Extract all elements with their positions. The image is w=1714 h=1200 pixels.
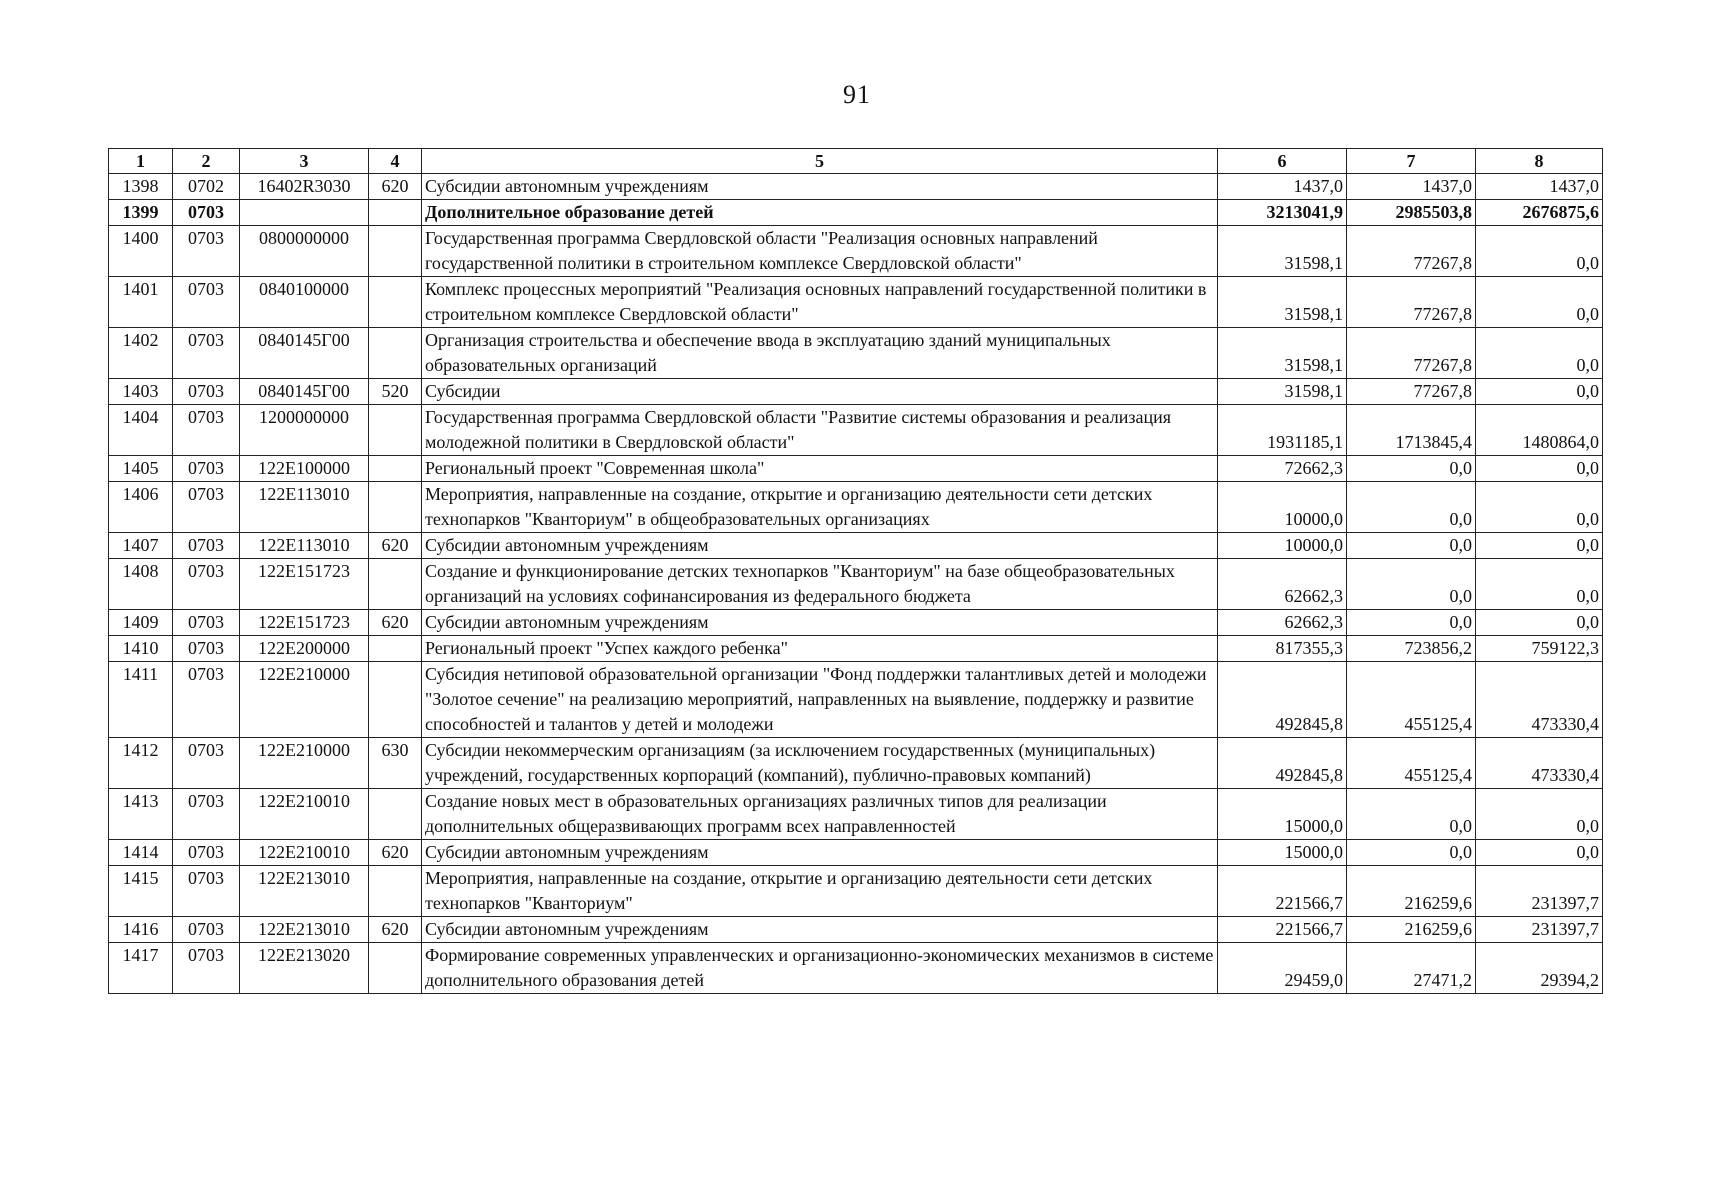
amount-cell: 221566,7 bbox=[1218, 866, 1347, 917]
item-name-cell: Субсидии автономным учреждениям bbox=[422, 533, 1218, 559]
expense-type-cell: 620 bbox=[369, 533, 422, 559]
item-name-cell: Государственная программа Свердловской области "Реализация основных направлений государственной политики в строительном комплексе Свердловской области" bbox=[422, 226, 1218, 277]
row-number-cell: 1415 bbox=[109, 866, 173, 917]
row-number-cell: 1409 bbox=[109, 610, 173, 636]
item-name-cell: Региональный проект "Современная школа" bbox=[422, 456, 1218, 482]
amount-cell: 0,0 bbox=[1476, 277, 1603, 328]
item-name-cell: Субсидии автономным учреждениям bbox=[422, 610, 1218, 636]
amount-cell: 15000,0 bbox=[1218, 789, 1347, 840]
amount-cell: 0,0 bbox=[1476, 840, 1603, 866]
amount-cell: 1931185,1 bbox=[1218, 405, 1347, 456]
amount-cell: 2985503,8 bbox=[1347, 200, 1476, 226]
amount-cell: 0,0 bbox=[1476, 610, 1603, 636]
column-header: 4 bbox=[369, 149, 422, 174]
amount-cell: 62662,3 bbox=[1218, 559, 1347, 610]
amount-cell: 1713845,4 bbox=[1347, 405, 1476, 456]
row-number-cell: 1399 bbox=[109, 200, 173, 226]
amount-cell: 77267,8 bbox=[1347, 379, 1476, 405]
row-number-cell: 1406 bbox=[109, 482, 173, 533]
expense-type-cell: 520 bbox=[369, 379, 422, 405]
table-row bbox=[109, 328, 1603, 379]
amount-cell: 77267,8 bbox=[1347, 277, 1476, 328]
amount-cell: 1480864,0 bbox=[1476, 405, 1603, 456]
expense-type-cell: 620 bbox=[369, 610, 422, 636]
amount-cell: 1437,0 bbox=[1476, 174, 1603, 200]
amount-cell: 231397,7 bbox=[1476, 917, 1603, 943]
row-number-cell: 1413 bbox=[109, 789, 173, 840]
table-row bbox=[109, 840, 1603, 866]
section-code-cell: 0702 bbox=[173, 174, 240, 200]
row-number-cell: 1405 bbox=[109, 456, 173, 482]
amount-cell: 29394,2 bbox=[1476, 943, 1603, 994]
table-row bbox=[109, 200, 1603, 226]
target-article-cell: 122Е210010 bbox=[240, 789, 369, 840]
row-number-cell: 1400 bbox=[109, 226, 173, 277]
amount-cell: 77267,8 bbox=[1347, 328, 1476, 379]
amount-cell: 1437,0 bbox=[1347, 174, 1476, 200]
item-name-cell: Субсидии автономным учреждениям bbox=[422, 917, 1218, 943]
column-header: 3 bbox=[240, 149, 369, 174]
amount-cell: 29459,0 bbox=[1218, 943, 1347, 994]
item-name-cell: Субсидии автономным учреждениям bbox=[422, 840, 1218, 866]
expense-type-cell bbox=[369, 482, 422, 533]
expense-type-cell: 630 bbox=[369, 738, 422, 789]
section-code-cell: 0703 bbox=[173, 610, 240, 636]
section-code-cell: 0703 bbox=[173, 866, 240, 917]
table-row bbox=[109, 662, 1603, 738]
amount-cell: 10000,0 bbox=[1218, 533, 1347, 559]
row-number-cell: 1414 bbox=[109, 840, 173, 866]
target-article-cell: 122Е100000 bbox=[240, 456, 369, 482]
item-name-cell: Субсидии некоммерческим организациям (за исключением государственных (муниципальных) учреждений, государственных корпораций (компаний), публично-правовых компаний) bbox=[422, 738, 1218, 789]
target-article-cell: 122Е210000 bbox=[240, 662, 369, 738]
amount-cell: 0,0 bbox=[1476, 559, 1603, 610]
target-article-cell: 122Е213010 bbox=[240, 866, 369, 917]
table-row bbox=[109, 738, 1603, 789]
amount-cell: 492845,8 bbox=[1218, 662, 1347, 738]
column-header: 7 bbox=[1347, 149, 1476, 174]
target-article-cell: 122Е200000 bbox=[240, 636, 369, 662]
amount-cell: 0,0 bbox=[1347, 533, 1476, 559]
table-row bbox=[109, 866, 1603, 917]
section-code-cell: 0703 bbox=[173, 943, 240, 994]
table-row bbox=[109, 226, 1603, 277]
row-number-cell: 1404 bbox=[109, 405, 173, 456]
expense-type-cell bbox=[369, 200, 422, 226]
row-number-cell: 1403 bbox=[109, 379, 173, 405]
table-row bbox=[109, 943, 1603, 994]
target-article-cell: 122Е113010 bbox=[240, 533, 369, 559]
target-article-cell: 0800000000 bbox=[240, 226, 369, 277]
amount-cell: 231397,7 bbox=[1476, 866, 1603, 917]
table-row bbox=[109, 789, 1603, 840]
row-number-cell: 1417 bbox=[109, 943, 173, 994]
section-code-cell: 0703 bbox=[173, 533, 240, 559]
item-name-cell: Создание новых мест в образовательных организациях различных типов для реализации дополнительных общеразвивающих программ всех направленностей bbox=[422, 789, 1218, 840]
row-number-cell: 1416 bbox=[109, 917, 173, 943]
amount-cell: 492845,8 bbox=[1218, 738, 1347, 789]
item-name-cell: Региональный проект "Успех каждого ребенка" bbox=[422, 636, 1218, 662]
target-article-cell: 122Е213010 bbox=[240, 917, 369, 943]
target-article-cell: 0840145Г00 bbox=[240, 328, 369, 379]
target-article-cell: 1200000000 bbox=[240, 405, 369, 456]
item-name-cell: Создание и функционирование детских технопарков "Кванториум" на базе общеобразовательных организаций на условиях софинансирования из федерального бюджета bbox=[422, 559, 1218, 610]
amount-cell: 0,0 bbox=[1476, 379, 1603, 405]
section-code-cell: 0703 bbox=[173, 789, 240, 840]
amount-cell: 216259,6 bbox=[1347, 866, 1476, 917]
table-row bbox=[109, 405, 1603, 456]
amount-cell: 817355,3 bbox=[1218, 636, 1347, 662]
column-header: 2 bbox=[173, 149, 240, 174]
amount-cell: 216259,6 bbox=[1347, 917, 1476, 943]
section-code-cell: 0703 bbox=[173, 379, 240, 405]
expense-type-cell: 620 bbox=[369, 174, 422, 200]
section-code-cell: 0703 bbox=[173, 738, 240, 789]
amount-cell: 759122,3 bbox=[1476, 636, 1603, 662]
target-article-cell: 122Е210010 bbox=[240, 840, 369, 866]
page-number: 91 bbox=[843, 80, 871, 109]
item-name-cell: Формирование современных управленческих и организационно-экономических механизмов в системе дополнительного образования детей bbox=[422, 943, 1218, 994]
target-article-cell: 0840100000 bbox=[240, 277, 369, 328]
item-name-cell: Субсидии bbox=[422, 379, 1218, 405]
amount-cell: 3213041,9 bbox=[1218, 200, 1347, 226]
expense-type-cell bbox=[369, 456, 422, 482]
row-number-cell: 1412 bbox=[109, 738, 173, 789]
table-row bbox=[109, 636, 1603, 662]
amount-cell: 455125,4 bbox=[1347, 738, 1476, 789]
amount-cell: 72662,3 bbox=[1218, 456, 1347, 482]
expense-type-cell bbox=[369, 226, 422, 277]
item-name-cell: Мероприятия, направленные на создание, открытие и организацию деятельности сети детских технопарков "Кванториум" bbox=[422, 866, 1218, 917]
amount-cell: 0,0 bbox=[1347, 789, 1476, 840]
amount-cell: 27471,2 bbox=[1347, 943, 1476, 994]
section-code-cell: 0703 bbox=[173, 840, 240, 866]
row-number-cell: 1410 bbox=[109, 636, 173, 662]
header-row bbox=[109, 149, 1603, 174]
row-number-cell: 1411 bbox=[109, 662, 173, 738]
section-code-cell: 0703 bbox=[173, 917, 240, 943]
target-article-cell: 122Е210000 bbox=[240, 738, 369, 789]
amount-cell: 10000,0 bbox=[1218, 482, 1347, 533]
expense-type-cell bbox=[369, 866, 422, 917]
item-name-cell: Дополнительное образование детей bbox=[422, 200, 1218, 226]
amount-cell: 455125,4 bbox=[1347, 662, 1476, 738]
amount-cell: 473330,4 bbox=[1476, 662, 1603, 738]
amount-cell: 62662,3 bbox=[1218, 610, 1347, 636]
amount-cell: 31598,1 bbox=[1218, 379, 1347, 405]
table-body bbox=[109, 174, 1603, 994]
amount-cell: 0,0 bbox=[1476, 533, 1603, 559]
amount-cell: 0,0 bbox=[1476, 456, 1603, 482]
amount-cell: 221566,7 bbox=[1218, 917, 1347, 943]
row-number-cell: 1408 bbox=[109, 559, 173, 610]
target-article-cell: 122Е151723 bbox=[240, 559, 369, 610]
column-header: 8 bbox=[1476, 149, 1603, 174]
section-code-cell: 0703 bbox=[173, 559, 240, 610]
amount-cell: 31598,1 bbox=[1218, 328, 1347, 379]
section-code-cell: 0703 bbox=[173, 662, 240, 738]
section-code-cell: 0703 bbox=[173, 636, 240, 662]
expense-type-cell bbox=[369, 405, 422, 456]
section-code-cell: 0703 bbox=[173, 405, 240, 456]
amount-cell: 2676875,6 bbox=[1476, 200, 1603, 226]
expense-type-cell bbox=[369, 277, 422, 328]
amount-cell: 473330,4 bbox=[1476, 738, 1603, 789]
expense-type-cell bbox=[369, 559, 422, 610]
amount-cell: 31598,1 bbox=[1218, 277, 1347, 328]
amount-cell: 31598,1 bbox=[1218, 226, 1347, 277]
section-code-cell: 0703 bbox=[173, 277, 240, 328]
column-header: 1 bbox=[109, 149, 173, 174]
target-article-cell: 0840145Г00 bbox=[240, 379, 369, 405]
section-code-cell: 0703 bbox=[173, 226, 240, 277]
table-row bbox=[109, 379, 1603, 405]
amount-cell: 0,0 bbox=[1476, 482, 1603, 533]
row-number-cell: 1402 bbox=[109, 328, 173, 379]
section-code-cell: 0703 bbox=[173, 482, 240, 533]
expense-type-cell bbox=[369, 789, 422, 840]
table-row bbox=[109, 917, 1603, 943]
amount-cell: 15000,0 bbox=[1218, 840, 1347, 866]
budget-table bbox=[108, 148, 1603, 994]
amount-cell: 77267,8 bbox=[1347, 226, 1476, 277]
amount-cell: 1437,0 bbox=[1218, 174, 1347, 200]
table-row bbox=[109, 533, 1603, 559]
column-header: 5 bbox=[422, 149, 1218, 174]
item-name-cell: Мероприятия, направленные на создание, открытие и организацию деятельности сети детских технопарков "Кванториум" в общеобразовательных организациях bbox=[422, 482, 1218, 533]
item-name-cell: Субсидия нетиповой образовательной организации "Фонд поддержки талантливых детей и молодежи "Золотое сечение" на реализацию мероприятий, направленных на выявление, поддержку и развитие способностей и талантов у детей и молодежи bbox=[422, 662, 1218, 738]
target-article-cell: 122Е113010 bbox=[240, 482, 369, 533]
expense-type-cell: 620 bbox=[369, 917, 422, 943]
item-name-cell: Субсидии автономным учреждениям bbox=[422, 174, 1218, 200]
item-name-cell: Комплекс процессных мероприятий "Реализация основных направлений государственной политики в строительном комплексе Свердловской области" bbox=[422, 277, 1218, 328]
amount-cell: 0,0 bbox=[1476, 328, 1603, 379]
target-article-cell: 122Е151723 bbox=[240, 610, 369, 636]
amount-cell: 0,0 bbox=[1347, 559, 1476, 610]
item-name-cell: Организация строительства и обеспечение ввода в эксплуатацию зданий муниципальных образовательных организаций bbox=[422, 328, 1218, 379]
target-article-cell: 122Е213020 bbox=[240, 943, 369, 994]
amount-cell: 0,0 bbox=[1476, 226, 1603, 277]
table-row bbox=[109, 610, 1603, 636]
target-article-cell: 16402R3030 bbox=[240, 174, 369, 200]
expense-type-cell bbox=[369, 636, 422, 662]
expense-type-cell: 620 bbox=[369, 840, 422, 866]
section-code-cell: 0703 bbox=[173, 456, 240, 482]
item-name-cell: Государственная программа Свердловской области "Развитие системы образования и реализация молодежной политики в Свердловской области" bbox=[422, 405, 1218, 456]
table-row bbox=[109, 456, 1603, 482]
expense-type-cell bbox=[369, 328, 422, 379]
section-code-cell: 0703 bbox=[173, 328, 240, 379]
amount-cell: 0,0 bbox=[1347, 840, 1476, 866]
amount-cell: 0,0 bbox=[1347, 456, 1476, 482]
amount-cell: 0,0 bbox=[1347, 610, 1476, 636]
amount-cell: 0,0 bbox=[1476, 789, 1603, 840]
column-header: 6 bbox=[1218, 149, 1347, 174]
table-row bbox=[109, 174, 1603, 200]
section-code-cell: 0703 bbox=[173, 200, 240, 226]
row-number-cell: 1401 bbox=[109, 277, 173, 328]
amount-cell: 0,0 bbox=[1347, 482, 1476, 533]
target-article-cell bbox=[240, 200, 369, 226]
expense-type-cell bbox=[369, 943, 422, 994]
table-row bbox=[109, 482, 1603, 533]
expense-type-cell bbox=[369, 662, 422, 738]
row-number-cell: 1407 bbox=[109, 533, 173, 559]
amount-cell: 723856,2 bbox=[1347, 636, 1476, 662]
table-row bbox=[109, 277, 1603, 328]
row-number-cell: 1398 bbox=[109, 174, 173, 200]
table-row bbox=[109, 559, 1603, 610]
